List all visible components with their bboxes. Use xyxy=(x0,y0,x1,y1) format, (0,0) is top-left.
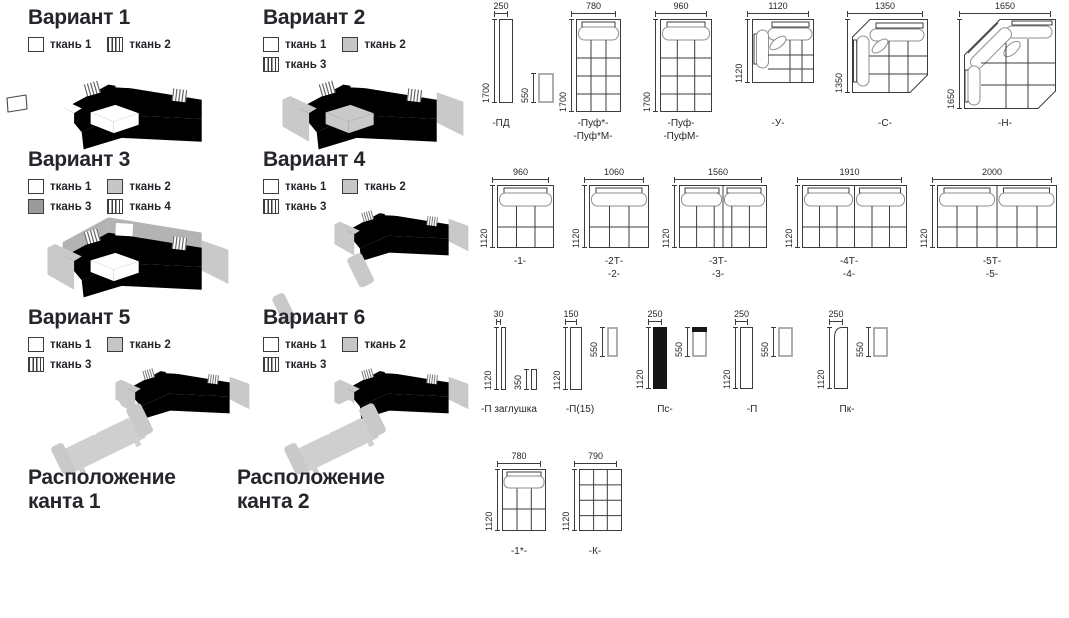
module-drawing xyxy=(740,327,753,389)
fabric-item xyxy=(28,37,91,52)
module-extra xyxy=(589,327,618,357)
module-drawing xyxy=(589,185,649,248)
module-label: -Пуф- -ПуфМ- xyxy=(663,118,699,142)
height-dim: 1120 xyxy=(484,469,500,531)
extra-drawing xyxy=(538,73,554,103)
module-label: -П xyxy=(746,404,758,415)
width-dim: 30 xyxy=(496,310,501,325)
extra-height-dim: 550 xyxy=(674,327,690,357)
width-dim: 2000 xyxy=(932,168,1052,183)
height-dim: 1120 xyxy=(816,327,832,389)
module-extra xyxy=(520,73,554,103)
module-extra xyxy=(855,327,888,357)
fabric-swatch xyxy=(342,37,358,52)
fabric-swatch xyxy=(28,357,44,372)
height-dim: 1350 xyxy=(834,19,850,93)
module-drawing xyxy=(576,19,621,112)
kant-2-title-line2: канта 2 xyxy=(237,490,310,513)
kant-2-sofa xyxy=(321,532,435,602)
variant-1-block xyxy=(28,6,260,52)
module-label: -5Т- -5- xyxy=(982,256,1002,280)
module-u xyxy=(734,1,814,129)
extra-height-dim: 550 xyxy=(589,327,605,357)
kant-1-sofa xyxy=(54,532,172,604)
variant-2-block xyxy=(263,6,495,72)
module-label: -2Т- -2- xyxy=(604,256,624,280)
kant-1-block xyxy=(28,466,260,514)
module-drawing xyxy=(752,19,814,83)
variant-3-ottoman xyxy=(84,250,142,284)
module-label: -С- xyxy=(878,118,892,129)
fabric-item xyxy=(28,337,91,352)
variant-1-legend xyxy=(28,37,246,52)
module-label: Пс- xyxy=(657,404,673,415)
fabric-label: ткань 1 xyxy=(285,180,327,193)
fabric-item xyxy=(107,37,170,52)
module-pk xyxy=(816,309,888,415)
module-n xyxy=(946,1,1056,129)
module-1-star xyxy=(484,451,546,557)
fabric-swatch xyxy=(28,179,44,194)
width-dim: 1060 xyxy=(584,168,644,183)
fabric-item xyxy=(263,357,326,372)
width-dim: 960 xyxy=(655,2,707,17)
module-p15 xyxy=(552,309,618,415)
fabric-swatch xyxy=(107,179,123,194)
fabric-item xyxy=(28,179,91,194)
kant-2-title-line1: Расположение xyxy=(237,466,385,489)
variant-4-block xyxy=(263,148,495,214)
fabric-item xyxy=(263,199,326,214)
module-drawing xyxy=(834,327,848,389)
height-dim: 1120 xyxy=(552,327,568,390)
module-puf-star xyxy=(558,1,621,142)
module-drawing xyxy=(964,19,1056,109)
module-drawing xyxy=(802,185,907,248)
fabric-item xyxy=(28,357,91,372)
width-dim: 250 xyxy=(494,2,508,17)
fabric-item xyxy=(263,37,326,52)
module-2t xyxy=(571,167,649,280)
kant-1-title-line1: Расположение xyxy=(28,466,176,489)
module-drawing xyxy=(679,185,767,248)
module-drawing xyxy=(653,327,667,389)
fabric-label: ткань 3 xyxy=(285,358,327,371)
module-puf xyxy=(642,1,712,142)
fabric-label: ткань 3 xyxy=(50,358,92,371)
extra-height-dim: 550 xyxy=(760,327,776,357)
fabric-swatch xyxy=(107,37,123,52)
kant-1-title-line2: канта 1 xyxy=(28,490,101,513)
fabric-item xyxy=(263,179,326,194)
height-dim: 1120 xyxy=(661,185,677,248)
fabric-label: ткань 1 xyxy=(50,180,92,193)
module-k xyxy=(561,451,622,557)
height-dim: 1120 xyxy=(479,185,495,248)
width-dim: 1650 xyxy=(959,2,1051,17)
variant-3-block xyxy=(28,148,260,214)
height-dim: 1650 xyxy=(946,19,962,109)
variant-5-block xyxy=(28,306,260,372)
variant-2-title: Вариант 2 xyxy=(263,6,366,29)
fabric-label: ткань 1 xyxy=(285,38,327,51)
variant-6-title: Вариант 6 xyxy=(263,306,366,329)
height-dim: 1120 xyxy=(571,185,587,248)
width-dim: 780 xyxy=(497,452,541,467)
fabric-label: ткань 4 xyxy=(129,200,171,213)
extra-drawing xyxy=(873,327,888,357)
fabric-label: ткань 1 xyxy=(50,38,92,51)
width-dim: 1350 xyxy=(847,2,923,17)
module-label: -Пуф*- -Пуф*М- xyxy=(573,118,613,142)
variant-5-title: Вариант 5 xyxy=(28,306,131,329)
module-p-zaglushka xyxy=(481,309,537,415)
height-dim: 1120 xyxy=(784,185,800,248)
module-extra xyxy=(513,369,537,390)
fabric-label: ткань 3 xyxy=(285,58,327,71)
module-c xyxy=(834,1,928,129)
module-label: -1*- xyxy=(510,546,528,557)
extra-drawing xyxy=(692,327,707,357)
module-extra xyxy=(674,327,707,357)
fabric-item xyxy=(263,337,326,352)
module-label: -П заглушка xyxy=(481,404,537,415)
height-dim: 1120 xyxy=(635,327,651,389)
width-dim: 780 xyxy=(571,2,616,17)
module-drawing xyxy=(502,469,546,531)
fabric-swatch xyxy=(28,37,44,52)
fabric-swatch xyxy=(28,337,44,352)
module-p xyxy=(722,309,793,415)
width-dim: 150 xyxy=(565,310,577,325)
variant-4-title: Вариант 4 xyxy=(263,148,366,171)
height-dim: 1700 xyxy=(642,19,658,112)
module-drawing xyxy=(660,19,712,112)
module-drawing xyxy=(570,327,582,390)
variant-1-title: Вариант 1 xyxy=(28,6,131,29)
height-dim: 1120 xyxy=(734,19,750,83)
extra-height-dim: 550 xyxy=(520,73,536,103)
module-1 xyxy=(479,167,554,267)
fabric-label: ткань 2 xyxy=(364,38,406,51)
module-label: -3Т- -3- xyxy=(708,256,728,280)
module-drawing xyxy=(852,19,928,93)
fabric-label: ткань 2 xyxy=(129,38,171,51)
module-drawing xyxy=(499,19,513,103)
fabric-swatch xyxy=(263,199,279,214)
variant-1-ottoman xyxy=(84,102,142,136)
module-label: -У- xyxy=(771,118,785,129)
module-label: -Н- xyxy=(998,118,1012,129)
fabric-swatch xyxy=(263,337,279,352)
module-drawing xyxy=(497,185,554,248)
height-dim: 1120 xyxy=(483,327,499,390)
fabric-item xyxy=(107,179,170,194)
variant-3-title: Вариант 3 xyxy=(28,148,131,171)
module-drawing xyxy=(579,469,622,531)
fabric-label: ткань 3 xyxy=(285,200,327,213)
kant-2-block xyxy=(237,466,469,514)
extra-drawing xyxy=(607,327,618,357)
extra-drawing xyxy=(531,369,537,390)
extra-height-dim: 550 xyxy=(855,327,871,357)
module-5t xyxy=(919,167,1057,280)
module-label: -1- xyxy=(513,256,527,267)
height-dim: 1120 xyxy=(919,185,935,248)
width-dim: 250 xyxy=(648,310,662,325)
fabric-label: ткань 2 xyxy=(364,180,406,193)
variant-6-block xyxy=(263,306,495,372)
fabric-label: ткань 2 xyxy=(129,338,171,351)
module-drawing xyxy=(501,327,506,390)
width-dim: 1910 xyxy=(797,168,902,183)
width-dim: 250 xyxy=(829,310,843,325)
variant-5-sofa xyxy=(44,382,162,478)
height-dim: 1700 xyxy=(481,19,497,103)
module-drawing xyxy=(937,185,1057,248)
width-dim: 1560 xyxy=(674,168,762,183)
module-3t xyxy=(661,167,767,280)
variant-6-sofa xyxy=(277,382,395,478)
width-dim: 790 xyxy=(574,452,617,467)
module-extra xyxy=(760,327,793,357)
width-dim: 960 xyxy=(492,168,549,183)
height-dim: 1700 xyxy=(558,19,574,112)
fabric-swatch xyxy=(263,357,279,372)
extra-height-dim: 350 xyxy=(513,369,529,390)
module-label: Пк- xyxy=(839,404,855,415)
kant-2-sofa-angled xyxy=(221,524,331,616)
extra-drawing xyxy=(778,327,793,357)
module-label: -П(15) xyxy=(565,404,595,415)
fabric-label: ткань 3 xyxy=(50,200,92,213)
pillow-icon xyxy=(4,92,30,114)
fabric-swatch xyxy=(263,37,279,52)
width-dim: 1120 xyxy=(747,2,809,17)
module-label: -ПД xyxy=(492,118,510,129)
module-4t xyxy=(784,167,907,280)
fabric-label: ткань 1 xyxy=(50,338,92,351)
variant-2-ottoman xyxy=(319,102,377,136)
fabric-label: ткань 2 xyxy=(129,180,171,193)
width-dim: 250 xyxy=(735,310,748,325)
height-dim: 1120 xyxy=(722,327,738,389)
module-label: -К- xyxy=(588,546,602,557)
module-ps xyxy=(635,309,707,415)
height-dim: 1120 xyxy=(561,469,577,531)
fabric-label: ткань 2 xyxy=(364,338,406,351)
fabric-label: ткань 1 xyxy=(285,338,327,351)
module-pd xyxy=(481,1,554,129)
fabric-item xyxy=(342,37,405,52)
module-label: -4Т- -4- xyxy=(839,256,859,280)
fabric-swatch xyxy=(263,179,279,194)
